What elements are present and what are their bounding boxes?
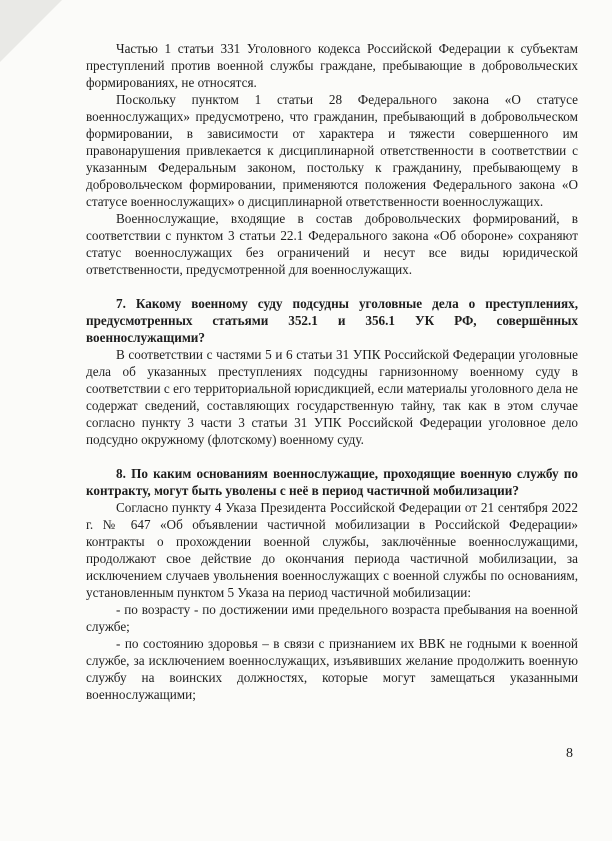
list-item: - по состоянию здоровья – в связи с признанием их ВВК не годными к военной службе, за исключением военнослужащих, изъявивших желание продолжить военную службу на воинских должностях, которые могут замещаться указанными военнослужащими; [86,636,578,702]
paragraph: Частью 1 статьи 331 Уголовного кодекса Российской Федерации к субъектам преступлений против военной службы граждане, пребывающие в добровольческих формированиях, не относятся. [86,41,578,90]
paragraph: Военнослужащие, входящие в состав добровольческих формирований, в соответствии с пунктом 3 статьи 22.1 Федерального закона «Об обороне» сохраняют статус военнослужащих без ограничений и несут все виды юридической ответственности, предусмотренной для военнослужащих. [86,211,578,277]
question-7-heading: 7. Какому военному суду подсудны уголовные дела о преступлениях, предусмотренных статьями 352.1 и 356.1 УК РФ, совершённых военнослужащими? [86,296,578,345]
question-7-answer: В соответствии с частями 5 и 6 статьи 31 УПК Российской Федерации уголовные дела об указанных преступлениях подсудны гарнизонному военному суду в соответствии с его территориальной юрисдикцией, если материалы уголовного дела не содержат сведений, составляющих государственную тайну, так как в этом случае согласно пункту 3 части 3 статьи 31 УПК Российской Федерации уголовное дело подсудно окружному (флотскому) военному суду. [86,347,578,447]
question-8-heading: 8. По каким основаниям военнослужащие, проходящие военную службу по контракту, могут быть уволены с неё в период частичной мобилизации? [86,466,578,498]
document-body [86,40,578,703]
page-number: 8 [566,746,573,761]
page-fold-corner [0,0,62,62]
question-8-answer: Согласно пункту 4 Указа Президента Российской Федерации от 21 сентября 2022 г. № 647 «Об объявлении частичной мобилизации в Российской Федерации» контракты о прохождении военной службы, заключённые военнослужащими, продолжают свое действие до окончания периода частичной мобилизации, за исключением случаев увольнения военнослужащих с военной службы по основаниям, установленным пунктом 5 Указа на период частичной мобилизации: [86,500,578,600]
list-item: - по возрасту - по достижении ими предельного возраста пребывания на военной службе; [86,602,578,634]
paragraph: Поскольку пунктом 1 статьи 28 Федерального закона «О статусе военнослужащих» предусмотрено, что гражданин, пребывающий в добровольческом формировании, в зависимости от характера и тяжести совершенного им правонарушения привлекается к дисциплинарной ответственности в соответствии с указанным Федеральным законом, постольку к гражданину, пребывающему в добровольческом формировании, применяются положения Федерального закона «О статусе военнослужащих» о дисциплинарной ответственности военнослужащих. [86,92,578,209]
spacer [86,278,578,295]
spacer [86,448,578,465]
